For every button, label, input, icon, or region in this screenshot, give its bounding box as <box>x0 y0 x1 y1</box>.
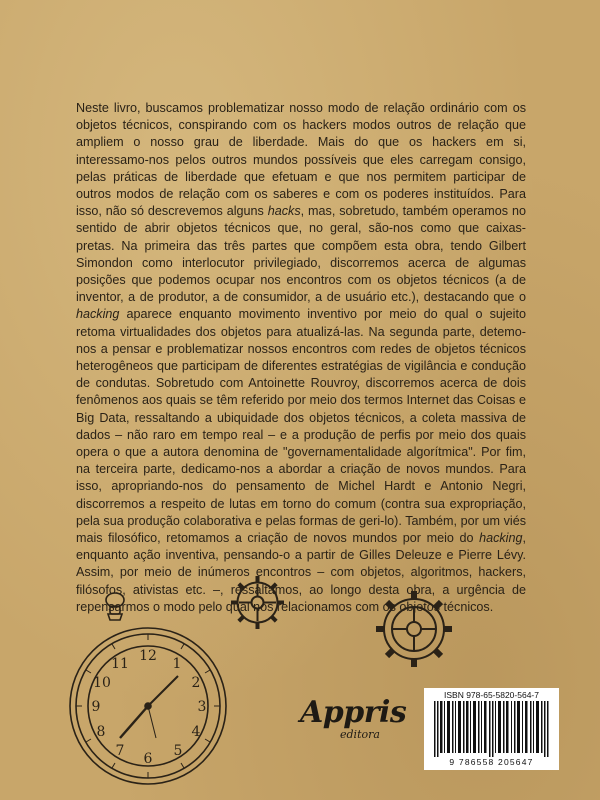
publisher-subtitle: editora <box>340 728 380 741</box>
blurb-italic-hacks: hacks <box>267 204 301 219</box>
isbn-label: ISBN 978-65-5820-564-7 <box>444 690 539 700</box>
blurb-italic-hacking-2: hacking <box>479 531 523 546</box>
svg-text:5: 5 <box>173 743 183 759</box>
svg-text:4: 4 <box>191 724 201 740</box>
blurb-text-1: Neste livro, buscamos problematizar nosso modo de relação ordinário com os objetos técnicos, conspirando com os hackers modos outros de relação que ampliem o nosso grau de liberdade. Mais do que os hackers em si, interessamo-nos pelos outros mundos possíveis que eles carregam consigo, pelas práticas de liberdade que efetuam e que nos permitem participar de outros modos de relação com os saberes e com os poderes instituídos. Para isso, não só descrevemos alguns <box>76 101 526 219</box>
pocket-watch-icon <box>60 588 240 788</box>
svg-text:1: 1 <box>172 656 182 672</box>
publisher-brand: Appris <box>300 695 407 730</box>
svg-text:6: 6 <box>143 751 153 767</box>
publisher-logo <box>300 695 415 745</box>
back-cover-blurb <box>76 100 526 616</box>
blurb-text-2: , mas, sobretudo, também operamos no sentido de abrir objetos técnicos que, no geral, são-nos como que caixas-pretas. Na primeira das três partes que compõem esta obra, tendo Gilbert Simondon como interlocutor privilegiado, discorremos acerca de algumas posições que podemos ocupar nos encontros com os objetos técnicos (a de inventor, a de produtor, a de consumidor, a de usuário etc.), destacando que o <box>76 204 526 305</box>
svg-text:12: 12 <box>139 648 157 664</box>
blurb-text-3: aparece enquanto movimento inventivo por meio do qual o sujeito retoma virtualidades dos objetos para atualizá-las. Na segunda parte, detemo-nos a pensar e problematizar nossos encontros com redes de objetos técnicos heterogêneos que participam de diferentes estratégias de vigilância e condução de condutas. Sobretudo com Antoinette Rouvroy, discorremos acerca de dois fenômenos aos quais se têm referido por meio dos termos Internet das Coisas e Big Data, ressaltando a ubiquidade dos objetos técnicos, a coleta massiva de dados – não raro em tempo real – e a produção de perfis por meio dos quais opera o que a autora denomina de "governamentalidade algorítmica". Por fim, na terceira parte, dedicamo-nos a abordar a criação de novos mundos. Para isso, apropriando-nos do pensamento de Michel Hardt e Antonio Negri, discorremos a respeito de lutas em torno do comum (contra sua expropriação, pela sua produção colaborativa e pelas formas de geri-lo). Também, por um viés mais filosófico, retomamos a criação de novos mundos por meio do <box>76 307 526 546</box>
svg-text:9: 9 <box>91 699 101 715</box>
blurb-text-4: , enquanto ação inventiva, pensando-o a partir de Gilles Deleuze e Pierre Lévy. Assim, por meio de inúmeros encontros – com objetos, algoritmos, hackers, filósofos, ativistas etc. –, ressaltamos, ao longo desta obra, a urgência de repensarmos o modo pelo qual nos relacionamos com os objetos técnicos. <box>76 531 526 614</box>
svg-text:11: 11 <box>111 656 129 672</box>
svg-text:7: 7 <box>115 743 125 759</box>
isbn-barcode <box>424 688 559 770</box>
svg-text:3: 3 <box>197 699 207 715</box>
barcode-icon <box>434 701 549 757</box>
svg-text:10: 10 <box>93 675 111 691</box>
barcode-number: 9 786558 205647 <box>449 757 534 767</box>
svg-text:8: 8 <box>96 724 106 740</box>
blurb-paragraph <box>76 100 526 616</box>
svg-text:2: 2 <box>191 675 201 691</box>
blurb-italic-hacking: hacking <box>76 307 120 322</box>
gear-icon <box>225 570 290 635</box>
gear-icon <box>370 585 458 673</box>
